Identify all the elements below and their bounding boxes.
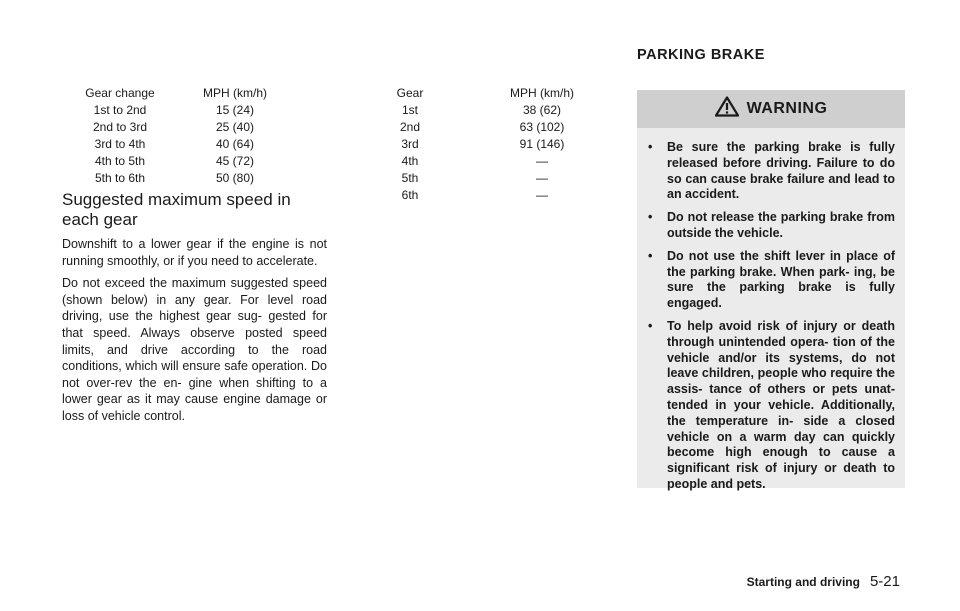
- speed-cell: 50 (80): [215, 171, 255, 185]
- list-item: [645, 249, 895, 312]
- warning-triangle-icon: [715, 96, 739, 122]
- chapter-name: Starting and driving: [746, 575, 860, 589]
- table-row: [80, 136, 295, 153]
- table-row: [80, 153, 295, 170]
- gear-cell: 4th: [401, 154, 419, 168]
- table-row: [80, 119, 295, 136]
- speed-cell: 38 (62): [522, 103, 562, 117]
- bullet: •: [648, 210, 653, 225]
- table-row: [370, 102, 612, 119]
- speed-cell: 63 (102): [519, 120, 565, 134]
- bullet: •: [648, 248, 653, 263]
- page-footer: [747, 573, 900, 590]
- gear-change-cell: 5th to 6th: [94, 171, 146, 185]
- list-item: [645, 319, 895, 493]
- page-number: 5-21: [869, 573, 900, 590]
- section-heading-max-speed: Suggested maximum speed in each gear: [62, 190, 291, 229]
- gear-change-cell: 2nd to 3rd: [92, 120, 148, 134]
- paragraph: Downshift to a lower gear if the engine is not running smoothly, or if you need to accelerate.: [62, 237, 327, 268]
- warning-item-text: Be sure the parking brake is fully released before driving. Failure to do so can cause brake failure and lead to an accident.: [667, 140, 895, 202]
- warning-header: [637, 90, 905, 128]
- speed-cell: —: [536, 171, 548, 185]
- speed-cell: 25 (40): [215, 120, 255, 134]
- gear-change-cell: 1st to 2nd: [93, 103, 147, 117]
- gear-change-cell: 3rd to 4th: [94, 137, 146, 151]
- list-item: [645, 140, 895, 203]
- table-header-row: [370, 85, 612, 102]
- gear-cell: 3rd: [401, 137, 419, 151]
- column-header-gear-change: Gear change: [85, 86, 155, 100]
- speed-cell: 15 (24): [215, 103, 255, 117]
- warning-box: [637, 90, 905, 491]
- paragraph: Do not exceed the maximum suggested speed (shown below) in any gear. For level road driving, use the highest gear sug- gested for that speed. Always observe posted speed limits, and drive according to the road conditions, which will ensure safe operation. Do not over-rev the en- gine when shifting to a lower gear as it may cause engine damage or loss of vehicle control.: [62, 276, 327, 423]
- table-row: [80, 102, 295, 119]
- gear-change-cell: 4th to 5th: [94, 154, 146, 168]
- speed-cell: 45 (72): [215, 154, 255, 168]
- max-speed-body: [62, 236, 327, 431]
- shift-speed-table: [80, 85, 295, 187]
- column-header-speed: MPH (km/h): [203, 86, 267, 100]
- warning-item-text: Do not release the parking brake from outside the vehicle.: [667, 210, 895, 240]
- bullet: •: [648, 140, 653, 154]
- section-title-parking-brake: PARKING BRAKE: [637, 47, 765, 63]
- gear-max-speed-table: [370, 85, 612, 204]
- warning-item-text: Do not use the shift lever in place of the parking brake. When park- ing, be sure the parking brake is fully engaged.: [667, 248, 895, 311]
- table-row: [370, 119, 612, 136]
- table-header-row: [80, 85, 295, 102]
- gear-cell: 6th: [401, 188, 419, 202]
- table-row: [370, 170, 612, 187]
- warning-label: WARNING: [746, 100, 828, 117]
- table-row: [370, 153, 612, 170]
- bullet: •: [648, 318, 653, 333]
- gear-cell: 1st: [401, 103, 418, 117]
- list-item: [645, 210, 895, 242]
- speed-cell: —: [536, 188, 548, 202]
- warning-list: [637, 128, 905, 493]
- gear-cell: 2nd: [399, 120, 421, 134]
- gear-cell: 5th: [401, 171, 419, 185]
- speed-cell: —: [536, 154, 548, 168]
- column-header-speed: MPH (km/h): [510, 86, 574, 100]
- speed-cell: 40 (64): [215, 137, 255, 151]
- speed-cell: 91 (146): [519, 137, 565, 151]
- table-row: [370, 187, 612, 204]
- table-row: [80, 170, 295, 187]
- column-header-gear: Gear: [396, 86, 424, 100]
- warning-item-text: To help avoid risk of injury or death through unintended opera- tion of the vehicle and/or its systems, do not leave children, people who require the assis- tance of others or pets unat- tended in your vehicle. Additionally, the temperature in- side a closed vehicle on a warm day can quickly become high enough to cause a significant risk of injury or death to people and pets.: [667, 318, 895, 491]
- table-row: [370, 136, 612, 153]
